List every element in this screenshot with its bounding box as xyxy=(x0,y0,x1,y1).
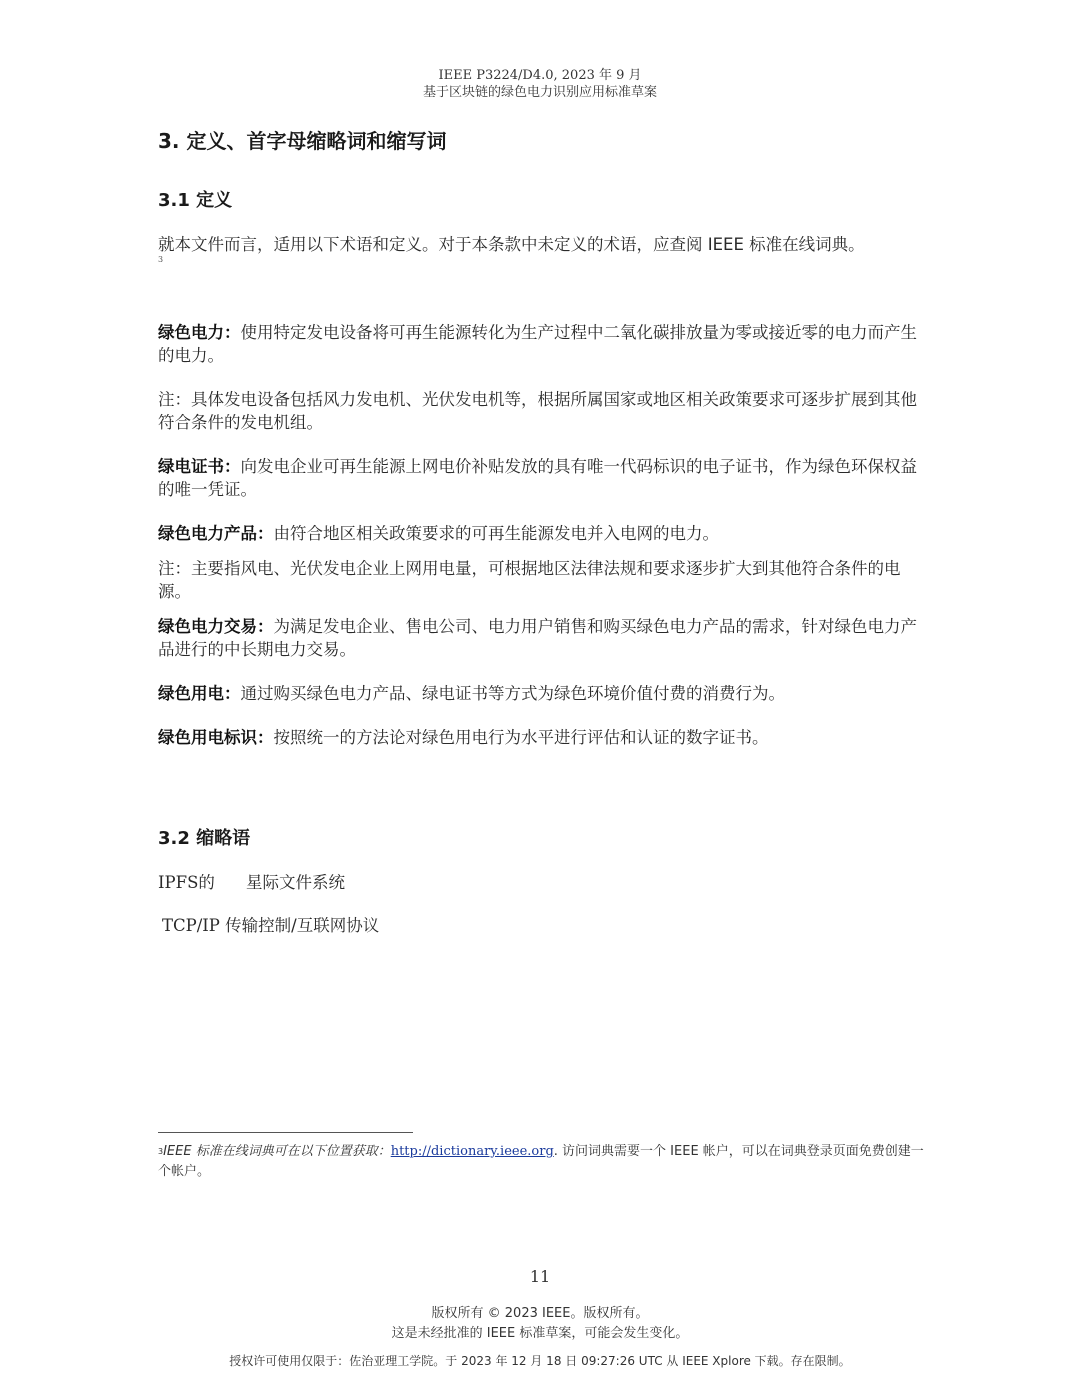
dictionary-link[interactable]: http://dictionary.ieee.org xyxy=(390,1144,554,1159)
running-header-line2: 基于区块链的绿色电力识别应用标准草案 xyxy=(422,85,657,100)
definition-term: 绿色电力产品 xyxy=(158,524,257,543)
definition-item: 绿色电力产品：由符合地区相关政策要求的可再生能源发电并入电网的电力。 xyxy=(158,524,719,543)
abbreviation: IPFS的 xyxy=(158,873,215,892)
definition-term: 绿色用电 xyxy=(158,684,224,703)
footnote-marker: 3 xyxy=(158,255,164,264)
footnote-rest-text: . 访问词典需要一个 IEEE 帐户，可以在词典登录页面免费创建一个帐户。 xyxy=(158,1144,924,1179)
definition-term: 绿电证书 xyxy=(158,457,224,476)
definition-text: 按照统一的方法论对绿色用电行为水平进行评估和认证的数字证书。 xyxy=(273,728,769,747)
definition-item: 绿色电力：使用特定发电设备将可再生能源转化为生产过程中二氧化碳排放量为零或接近零的电力而产生的电力。 xyxy=(158,323,917,365)
definition-note xyxy=(158,388,928,434)
definition-item: 绿色用电：通过购买绿色电力产品、绿电证书等方式为绿色环境价值付费的消费行为。 xyxy=(158,684,785,703)
note-text: 注：主要指风电、光伏发电企业上网用电量，可根据地区法律法规和要求逐步扩大到其他符合条件的电源。 xyxy=(158,559,901,601)
abbreviation-row xyxy=(158,869,345,893)
definition-text: 为满足发电企业、售电公司、电力用户销售和购买绿色电力产品的需求，针对绿色电力产品进行的中长期电力交易。 xyxy=(158,617,917,659)
license-notice: 授权许可使用仅限于：佐治亚理工学院。于 2023 年 12 月 18 日 09:27:26 UTC 从 IEEE Xplore 下载。存在限制。 xyxy=(229,1354,851,1368)
definition-text: 由符合地区相关政策要求的可再生能源发电并入电网的电力。 xyxy=(273,524,719,543)
definition-text: 向发电企业可再生能源上网电价补贴发放的具有唯一代码标识的电子证书，作为绿色环保权益的唯一凭证。 xyxy=(158,457,917,499)
footnote xyxy=(158,1142,928,1182)
definition-term: 绿色电力 xyxy=(158,323,224,342)
copyright-line1: 版权所有 © 2023 IEEE。版权所有。 xyxy=(431,1306,649,1321)
definition-item: 绿电证书：向发电企业可再生能源上网电价补贴发放的具有唯一代码标识的电子证书，作为绿色环保权益的唯一凭证。 xyxy=(158,457,917,499)
definition-item: 绿色用电标识：按照统一的方法论对绿色用电行为水平进行评估和认证的数字证书。 xyxy=(158,728,769,747)
abbreviation-meaning: 星际文件系统 xyxy=(246,873,345,892)
definitions-intro: 就本文件而言，适用以下术语和定义。对于本条款中未定义的术语，应查阅 IEEE 标准在线词典。 xyxy=(158,235,865,254)
footnote-number: 3 xyxy=(158,1147,164,1156)
definition-text: 使用特定发电设备将可再生能源转化为生产过程中二氧化碳排放量为零或接近零的电力而产生的电力。 xyxy=(158,323,917,365)
abbreviation-row xyxy=(162,912,379,936)
section-3-2-title: 3.2 缩略语 xyxy=(158,828,251,849)
copyright-line2: 这是未经批准的 IEEE 标准草案，可能会发生变化。 xyxy=(391,1326,689,1341)
definition-text: 通过购买绿色电力产品、绿电证书等方式为绿色环境价值付费的消费行为。 xyxy=(240,684,785,703)
note-text: 注：具体发电设备包括风力发电机、光伏发电机等，根据所属国家或地区相关政策要求可逐步扩展到其他符合条件的发电机组。 xyxy=(158,390,917,432)
abbreviation: TCP/IP xyxy=(162,916,220,935)
definition-term: 绿色电力交易 xyxy=(158,617,257,636)
footnote-italic-text: IEEE 标准在线词典可在以下位置获取： xyxy=(163,1144,391,1159)
definition-note xyxy=(158,557,928,603)
abbreviation-meaning: 传输控制/互联网协议 xyxy=(225,916,380,935)
page-number: 11 xyxy=(529,1267,551,1286)
footnote-divider xyxy=(158,1132,413,1133)
section-3-1-title: 3.1 定义 xyxy=(158,190,233,211)
section-3-title: 3. 定义、首字母缩略词和缩写词 xyxy=(158,129,447,153)
running-header-line1: IEEE P3224/D4.0, 2023 年 9 月 xyxy=(438,68,642,83)
definition-item: 绿色电力交易：为满足发电企业、售电公司、电力用户销售和购买绿色电力产品的需求，针对绿色电力产品进行的中长期电力交易。 xyxy=(158,617,917,659)
definition-term: 绿色用电标识 xyxy=(158,728,257,747)
